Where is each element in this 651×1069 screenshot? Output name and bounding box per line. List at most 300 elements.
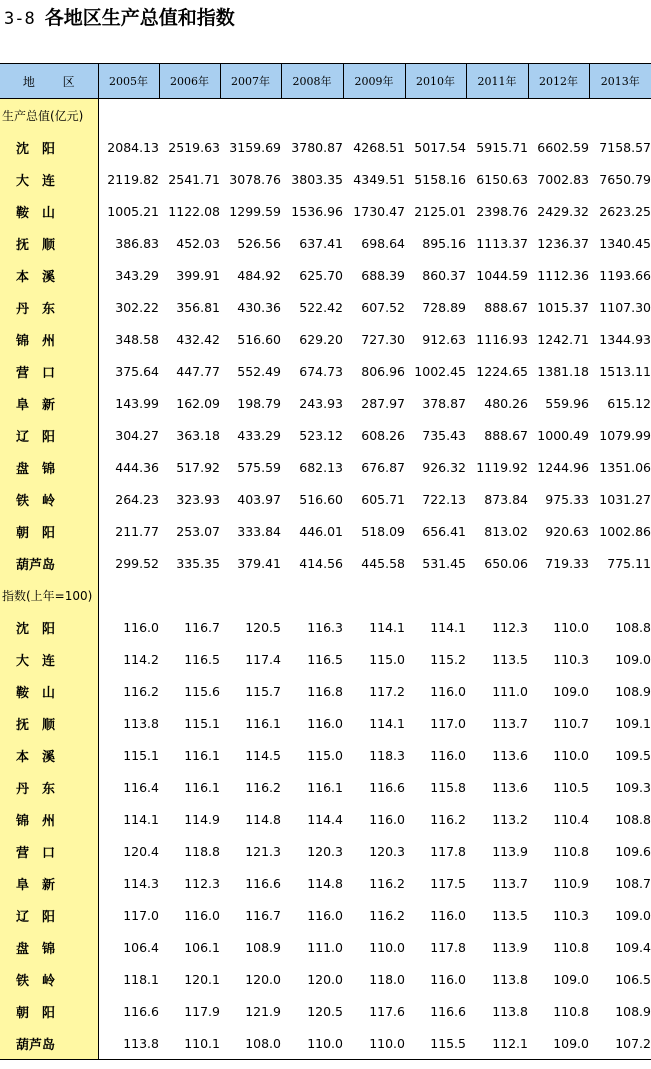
value-cell: 518.09 bbox=[361, 523, 405, 539]
region-name: 营 口 bbox=[0, 355, 98, 387]
value-cell: 575.59 bbox=[237, 459, 281, 475]
value-cell: 4268.51 bbox=[353, 139, 405, 155]
value-cell: 112.1 bbox=[466, 1027, 528, 1060]
value-cell: 116.0 bbox=[430, 683, 466, 699]
value-cell: 414.56 bbox=[299, 555, 343, 571]
value-cell: 162.09 bbox=[176, 395, 220, 411]
value-cell: 116.6 bbox=[369, 779, 405, 795]
value-cell: 110.0 bbox=[343, 1027, 405, 1060]
year-header: 2009年 bbox=[343, 64, 405, 99]
value-cell: 302.22 bbox=[115, 299, 159, 315]
value-cell: 108.8 bbox=[615, 619, 651, 635]
value-cell: 111.0 bbox=[307, 939, 343, 955]
value-cell: 116.2 bbox=[430, 811, 466, 827]
value-cell: 775.11 bbox=[607, 555, 651, 571]
value-cell: 115.8 bbox=[430, 779, 466, 795]
value-cell: 116.0 bbox=[430, 907, 466, 923]
value-cell: 335.35 bbox=[176, 555, 220, 571]
value-cell: 116.2 bbox=[369, 875, 405, 891]
region-name: 本 溪 bbox=[0, 739, 98, 771]
value-cell: 637.41 bbox=[299, 235, 343, 251]
value-cell: 1224.65 bbox=[476, 363, 528, 379]
value-cell: 386.83 bbox=[115, 235, 159, 251]
value-cell: 484.92 bbox=[237, 267, 281, 283]
value-cell: 108.8 bbox=[615, 811, 651, 827]
value-cell: 110.9 bbox=[553, 875, 589, 891]
value-cell: 975.33 bbox=[545, 491, 589, 507]
value-cell: 120.0 bbox=[245, 971, 281, 987]
value-cell: 110.8 bbox=[553, 843, 589, 859]
value-cell: 446.01 bbox=[299, 523, 343, 539]
value-cell: 375.64 bbox=[115, 363, 159, 379]
value-cell: 287.97 bbox=[361, 395, 405, 411]
value-cell: 110.7 bbox=[553, 715, 589, 731]
table-row bbox=[0, 771, 651, 803]
year-header: 2007年 bbox=[220, 64, 281, 99]
value-cell: 118.0 bbox=[369, 971, 405, 987]
value-cell: 629.20 bbox=[299, 331, 343, 347]
value-cell: 120.5 bbox=[307, 1003, 343, 1019]
value-cell: 888.67 bbox=[484, 299, 528, 315]
table-row bbox=[0, 547, 651, 579]
value-cell: 116.0 bbox=[307, 715, 343, 731]
value-cell: 674.73 bbox=[299, 363, 343, 379]
region-name: 丹 东 bbox=[0, 291, 98, 323]
empty-cell bbox=[466, 99, 528, 132]
value-cell: 115.0 bbox=[369, 651, 405, 667]
value-cell: 656.41 bbox=[422, 523, 466, 539]
empty-cell bbox=[159, 579, 220, 611]
value-cell: 378.87 bbox=[422, 395, 466, 411]
value-cell: 116.1 bbox=[184, 747, 220, 763]
value-cell: 109.0 bbox=[553, 971, 589, 987]
value-cell: 1299.59 bbox=[229, 203, 281, 219]
value-cell: 116.2 bbox=[123, 683, 159, 699]
value-cell: 688.39 bbox=[361, 267, 405, 283]
region-name: 阜 新 bbox=[0, 387, 98, 419]
value-cell: 115.5 bbox=[405, 1027, 466, 1060]
value-cell: 3159.69 bbox=[229, 139, 281, 155]
empty-cell bbox=[343, 99, 405, 132]
value-cell: 1113.37 bbox=[476, 235, 528, 251]
value-cell: 608.26 bbox=[361, 427, 405, 443]
year-header: 2006年 bbox=[159, 64, 220, 99]
value-cell: 920.63 bbox=[545, 523, 589, 539]
value-cell: 698.64 bbox=[361, 235, 405, 251]
value-cell: 116.0 bbox=[123, 619, 159, 635]
value-cell: 559.96 bbox=[545, 395, 589, 411]
value-cell: 728.89 bbox=[422, 299, 466, 315]
value-cell: 304.27 bbox=[115, 427, 159, 443]
value-cell: 117.4 bbox=[245, 651, 281, 667]
value-cell: 110.5 bbox=[553, 779, 589, 795]
region-name: 阜 新 bbox=[0, 867, 98, 899]
value-cell: 531.45 bbox=[422, 555, 466, 571]
value-cell: 116.7 bbox=[245, 907, 281, 923]
value-cell: 120.1 bbox=[184, 971, 220, 987]
value-cell: 3780.87 bbox=[291, 139, 343, 155]
region-name: 朝 阳 bbox=[0, 995, 98, 1027]
value-cell: 116.5 bbox=[307, 651, 343, 667]
table-row bbox=[0, 419, 651, 451]
value-cell: 323.93 bbox=[176, 491, 220, 507]
value-cell: 719.33 bbox=[545, 555, 589, 571]
value-cell: 117.0 bbox=[430, 715, 466, 731]
value-cell: 109.1 bbox=[615, 715, 651, 731]
value-cell: 264.23 bbox=[115, 491, 159, 507]
table-row bbox=[0, 227, 651, 259]
value-cell: 2519.63 bbox=[168, 139, 220, 155]
value-cell: 211.77 bbox=[115, 523, 159, 539]
value-cell: 3803.35 bbox=[291, 171, 343, 187]
region-name: 盘 锦 bbox=[0, 931, 98, 963]
value-cell: 117.2 bbox=[369, 683, 405, 699]
value-cell: 3078.76 bbox=[229, 171, 281, 187]
region-name: 朝 阳 bbox=[0, 515, 98, 547]
value-cell: 116.3 bbox=[307, 619, 343, 635]
value-cell: 1031.27 bbox=[599, 491, 651, 507]
value-cell: 109.4 bbox=[615, 939, 651, 955]
value-cell: 403.97 bbox=[237, 491, 281, 507]
value-cell: 517.92 bbox=[176, 459, 220, 475]
value-cell: 444.36 bbox=[115, 459, 159, 475]
value-cell: 114.1 bbox=[123, 811, 159, 827]
table-row bbox=[0, 803, 651, 835]
value-cell: 676.87 bbox=[361, 459, 405, 475]
year-header: 2012年 bbox=[528, 64, 589, 99]
table-row bbox=[0, 387, 651, 419]
value-cell: 1107.30 bbox=[599, 299, 651, 315]
value-cell: 7650.79 bbox=[599, 171, 651, 187]
value-cell: 116.1 bbox=[245, 715, 281, 731]
value-cell: 109.0 bbox=[615, 651, 651, 667]
table-row bbox=[0, 323, 651, 355]
value-cell: 7002.83 bbox=[537, 171, 589, 187]
section-header-row bbox=[0, 99, 651, 132]
value-cell: 2119.82 bbox=[107, 171, 159, 187]
table-row bbox=[0, 195, 651, 227]
value-cell: 116.0 bbox=[369, 811, 405, 827]
value-cell: 1536.96 bbox=[291, 203, 343, 219]
value-cell: 116.1 bbox=[307, 779, 343, 795]
value-cell: 108.9 bbox=[245, 939, 281, 955]
value-cell: 110.8 bbox=[553, 939, 589, 955]
value-cell: 116.4 bbox=[123, 779, 159, 795]
region-name: 盘 锦 bbox=[0, 451, 98, 483]
value-cell: 114.8 bbox=[307, 875, 343, 891]
value-cell: 1044.59 bbox=[476, 267, 528, 283]
value-cell: 116.0 bbox=[307, 907, 343, 923]
value-cell: 1000.49 bbox=[537, 427, 589, 443]
value-cell: 114.4 bbox=[307, 811, 343, 827]
value-cell: 1730.47 bbox=[353, 203, 405, 219]
value-cell: 118.3 bbox=[369, 747, 405, 763]
value-cell: 480.26 bbox=[484, 395, 528, 411]
table-row bbox=[0, 739, 651, 771]
table-row bbox=[0, 899, 651, 931]
value-cell: 5158.16 bbox=[414, 171, 466, 187]
value-cell: 912.63 bbox=[422, 331, 466, 347]
empty-cell bbox=[98, 99, 159, 132]
value-cell: 120.0 bbox=[307, 971, 343, 987]
value-cell: 117.8 bbox=[430, 939, 466, 955]
value-cell: 430.36 bbox=[237, 299, 281, 315]
value-cell: 1122.08 bbox=[168, 203, 220, 219]
region-name: 抚 顺 bbox=[0, 707, 98, 739]
value-cell: 109.5 bbox=[615, 747, 651, 763]
empty-cell bbox=[281, 579, 343, 611]
region-name: 鞍 山 bbox=[0, 195, 98, 227]
value-cell: 120.5 bbox=[245, 619, 281, 635]
empty-cell bbox=[466, 579, 528, 611]
value-cell: 2623.25 bbox=[599, 203, 651, 219]
value-cell: 118.1 bbox=[123, 971, 159, 987]
value-cell: 110.1 bbox=[159, 1027, 220, 1060]
table-row bbox=[0, 611, 651, 643]
year-header: 2008年 bbox=[281, 64, 343, 99]
value-cell: 727.30 bbox=[361, 331, 405, 347]
value-cell: 873.84 bbox=[484, 491, 528, 507]
gdp-table bbox=[0, 63, 651, 1060]
value-cell: 113.6 bbox=[492, 747, 528, 763]
value-cell: 113.7 bbox=[492, 875, 528, 891]
value-cell: 433.29 bbox=[237, 427, 281, 443]
region-name: 丹 东 bbox=[0, 771, 98, 803]
table-row bbox=[0, 291, 651, 323]
value-cell: 115.7 bbox=[245, 683, 281, 699]
empty-cell bbox=[343, 579, 405, 611]
page-title bbox=[4, 4, 235, 33]
empty-cell bbox=[159, 99, 220, 132]
value-cell: 116.0 bbox=[430, 747, 466, 763]
value-cell: 735.43 bbox=[422, 427, 466, 443]
region-name: 铁 岭 bbox=[0, 483, 98, 515]
value-cell: 243.93 bbox=[299, 395, 343, 411]
region-name: 锦 州 bbox=[0, 323, 98, 355]
value-cell: 115.6 bbox=[184, 683, 220, 699]
value-cell: 113.8 bbox=[492, 1003, 528, 1019]
table-row bbox=[0, 867, 651, 899]
value-cell: 253.07 bbox=[176, 523, 220, 539]
value-cell: 113.8 bbox=[98, 1027, 159, 1060]
empty-cell bbox=[528, 99, 589, 132]
value-cell: 116.5 bbox=[184, 651, 220, 667]
value-cell: 109.0 bbox=[528, 1027, 589, 1060]
empty-cell bbox=[405, 579, 466, 611]
empty-cell bbox=[589, 579, 651, 611]
value-cell: 110.3 bbox=[553, 907, 589, 923]
value-cell: 1236.37 bbox=[537, 235, 589, 251]
value-cell: 6602.59 bbox=[537, 139, 589, 155]
value-cell: 110.3 bbox=[553, 651, 589, 667]
value-cell: 299.52 bbox=[115, 555, 159, 571]
value-cell: 1112.36 bbox=[537, 267, 589, 283]
value-cell: 5915.71 bbox=[476, 139, 528, 155]
value-cell: 106.5 bbox=[615, 971, 651, 987]
value-cell: 432.42 bbox=[176, 331, 220, 347]
value-cell: 722.13 bbox=[422, 491, 466, 507]
value-cell: 110.0 bbox=[281, 1027, 343, 1060]
value-cell: 926.32 bbox=[422, 459, 466, 475]
value-cell: 106.4 bbox=[123, 939, 159, 955]
value-cell: 2084.13 bbox=[107, 139, 159, 155]
value-cell: 110.0 bbox=[553, 747, 589, 763]
value-cell: 445.58 bbox=[361, 555, 405, 571]
value-cell: 1351.06 bbox=[599, 459, 651, 475]
value-cell: 114.3 bbox=[123, 875, 159, 891]
value-cell: 109.3 bbox=[615, 779, 651, 795]
table-row bbox=[0, 931, 651, 963]
value-cell: 6150.63 bbox=[476, 171, 528, 187]
table-row bbox=[0, 451, 651, 483]
empty-cell bbox=[220, 579, 281, 611]
section-label: 生产总值(亿元) bbox=[0, 99, 98, 132]
value-cell: 116.0 bbox=[430, 971, 466, 987]
value-cell: 343.29 bbox=[115, 267, 159, 283]
region-name: 铁 岭 bbox=[0, 963, 98, 995]
value-cell: 516.60 bbox=[299, 491, 343, 507]
value-cell: 116.1 bbox=[184, 779, 220, 795]
region-name: 辽 阳 bbox=[0, 899, 98, 931]
value-cell: 113.8 bbox=[492, 971, 528, 987]
value-cell: 356.81 bbox=[176, 299, 220, 315]
value-cell: 110.8 bbox=[553, 1003, 589, 1019]
value-cell: 114.1 bbox=[430, 619, 466, 635]
value-cell: 107.2 bbox=[589, 1027, 651, 1060]
value-cell: 117.0 bbox=[123, 907, 159, 923]
value-cell: 1242.71 bbox=[537, 331, 589, 347]
table-row bbox=[0, 707, 651, 739]
value-cell: 110.0 bbox=[369, 939, 405, 955]
value-cell: 114.8 bbox=[245, 811, 281, 827]
value-cell: 108.9 bbox=[615, 1003, 651, 1019]
value-cell: 108.9 bbox=[615, 683, 651, 699]
empty-cell bbox=[281, 99, 343, 132]
value-cell: 2541.71 bbox=[168, 171, 220, 187]
year-header: 2011年 bbox=[466, 64, 528, 99]
value-cell: 116.8 bbox=[307, 683, 343, 699]
value-cell: 806.96 bbox=[361, 363, 405, 379]
value-cell: 516.60 bbox=[237, 331, 281, 347]
table-body bbox=[0, 99, 651, 1060]
value-cell: 860.37 bbox=[422, 267, 466, 283]
region-name: 沈 阳 bbox=[0, 611, 98, 643]
value-cell: 116.7 bbox=[184, 619, 220, 635]
region-name: 本 溪 bbox=[0, 259, 98, 291]
value-cell: 2125.01 bbox=[414, 203, 466, 219]
value-cell: 106.1 bbox=[184, 939, 220, 955]
section-label: 指数(上年=100) bbox=[0, 579, 98, 611]
value-cell: 447.77 bbox=[176, 363, 220, 379]
table-row bbox=[0, 643, 651, 675]
table-title: 各地区生产总值和指数 bbox=[44, 7, 235, 29]
value-cell: 115.1 bbox=[184, 715, 220, 731]
value-cell: 121.9 bbox=[245, 1003, 281, 1019]
value-cell: 117.8 bbox=[430, 843, 466, 859]
value-cell: 116.6 bbox=[123, 1003, 159, 1019]
region-name: 营 口 bbox=[0, 835, 98, 867]
value-cell: 115.2 bbox=[430, 651, 466, 667]
value-cell: 1381.18 bbox=[537, 363, 589, 379]
value-cell: 109.0 bbox=[553, 683, 589, 699]
value-cell: 109.6 bbox=[615, 843, 651, 859]
value-cell: 120.3 bbox=[307, 843, 343, 859]
value-cell: 522.42 bbox=[299, 299, 343, 315]
value-cell: 113.9 bbox=[492, 939, 528, 955]
value-cell: 115.0 bbox=[307, 747, 343, 763]
value-cell: 116.2 bbox=[369, 907, 405, 923]
value-cell: 108.0 bbox=[220, 1027, 281, 1060]
value-cell: 682.13 bbox=[299, 459, 343, 475]
value-cell: 198.79 bbox=[237, 395, 281, 411]
value-cell: 333.84 bbox=[237, 523, 281, 539]
table-row bbox=[0, 1027, 651, 1060]
value-cell: 113.8 bbox=[123, 715, 159, 731]
value-cell: 1116.93 bbox=[476, 331, 528, 347]
value-cell: 114.5 bbox=[245, 747, 281, 763]
value-cell: 114.2 bbox=[123, 651, 159, 667]
value-cell: 1005.21 bbox=[107, 203, 159, 219]
value-cell: 116.0 bbox=[184, 907, 220, 923]
value-cell: 113.5 bbox=[492, 651, 528, 667]
year-header: 2010年 bbox=[405, 64, 466, 99]
empty-cell bbox=[220, 99, 281, 132]
value-cell: 112.3 bbox=[184, 875, 220, 891]
value-cell: 143.99 bbox=[115, 395, 159, 411]
region-name: 葫芦岛 bbox=[0, 1027, 98, 1060]
value-cell: 1002.86 bbox=[599, 523, 651, 539]
value-cell: 813.02 bbox=[484, 523, 528, 539]
value-cell: 120.3 bbox=[369, 843, 405, 859]
value-cell: 399.91 bbox=[176, 267, 220, 283]
value-cell: 117.9 bbox=[184, 1003, 220, 1019]
empty-cell bbox=[528, 579, 589, 611]
value-cell: 116.6 bbox=[245, 875, 281, 891]
value-cell: 111.0 bbox=[492, 683, 528, 699]
empty-cell bbox=[405, 99, 466, 132]
value-cell: 114.1 bbox=[369, 715, 405, 731]
value-cell: 2429.32 bbox=[537, 203, 589, 219]
value-cell: 605.71 bbox=[361, 491, 405, 507]
value-cell: 363.18 bbox=[176, 427, 220, 443]
value-cell: 1119.92 bbox=[476, 459, 528, 475]
value-cell: 113.9 bbox=[492, 843, 528, 859]
value-cell: 109.0 bbox=[615, 907, 651, 923]
value-cell: 117.6 bbox=[369, 1003, 405, 1019]
value-cell: 452.03 bbox=[176, 235, 220, 251]
table-row bbox=[0, 483, 651, 515]
value-cell: 2398.76 bbox=[476, 203, 528, 219]
table-row bbox=[0, 515, 651, 547]
value-cell: 115.1 bbox=[123, 747, 159, 763]
value-cell: 625.70 bbox=[299, 267, 343, 283]
value-cell: 113.6 bbox=[492, 779, 528, 795]
value-cell: 1002.45 bbox=[414, 363, 466, 379]
table-row bbox=[0, 963, 651, 995]
value-cell: 1244.96 bbox=[537, 459, 589, 475]
value-cell: 526.56 bbox=[237, 235, 281, 251]
value-cell: 523.12 bbox=[299, 427, 343, 443]
value-cell: 120.4 bbox=[123, 843, 159, 859]
section-header-row bbox=[0, 579, 651, 611]
value-cell: 7158.57 bbox=[599, 139, 651, 155]
value-cell: 1079.99 bbox=[599, 427, 651, 443]
value-cell: 1193.66 bbox=[599, 267, 651, 283]
value-cell: 888.67 bbox=[484, 427, 528, 443]
region-column-header: 地 区 bbox=[0, 64, 98, 99]
year-header: 2013年 bbox=[589, 64, 651, 99]
value-cell: 116.2 bbox=[245, 779, 281, 795]
